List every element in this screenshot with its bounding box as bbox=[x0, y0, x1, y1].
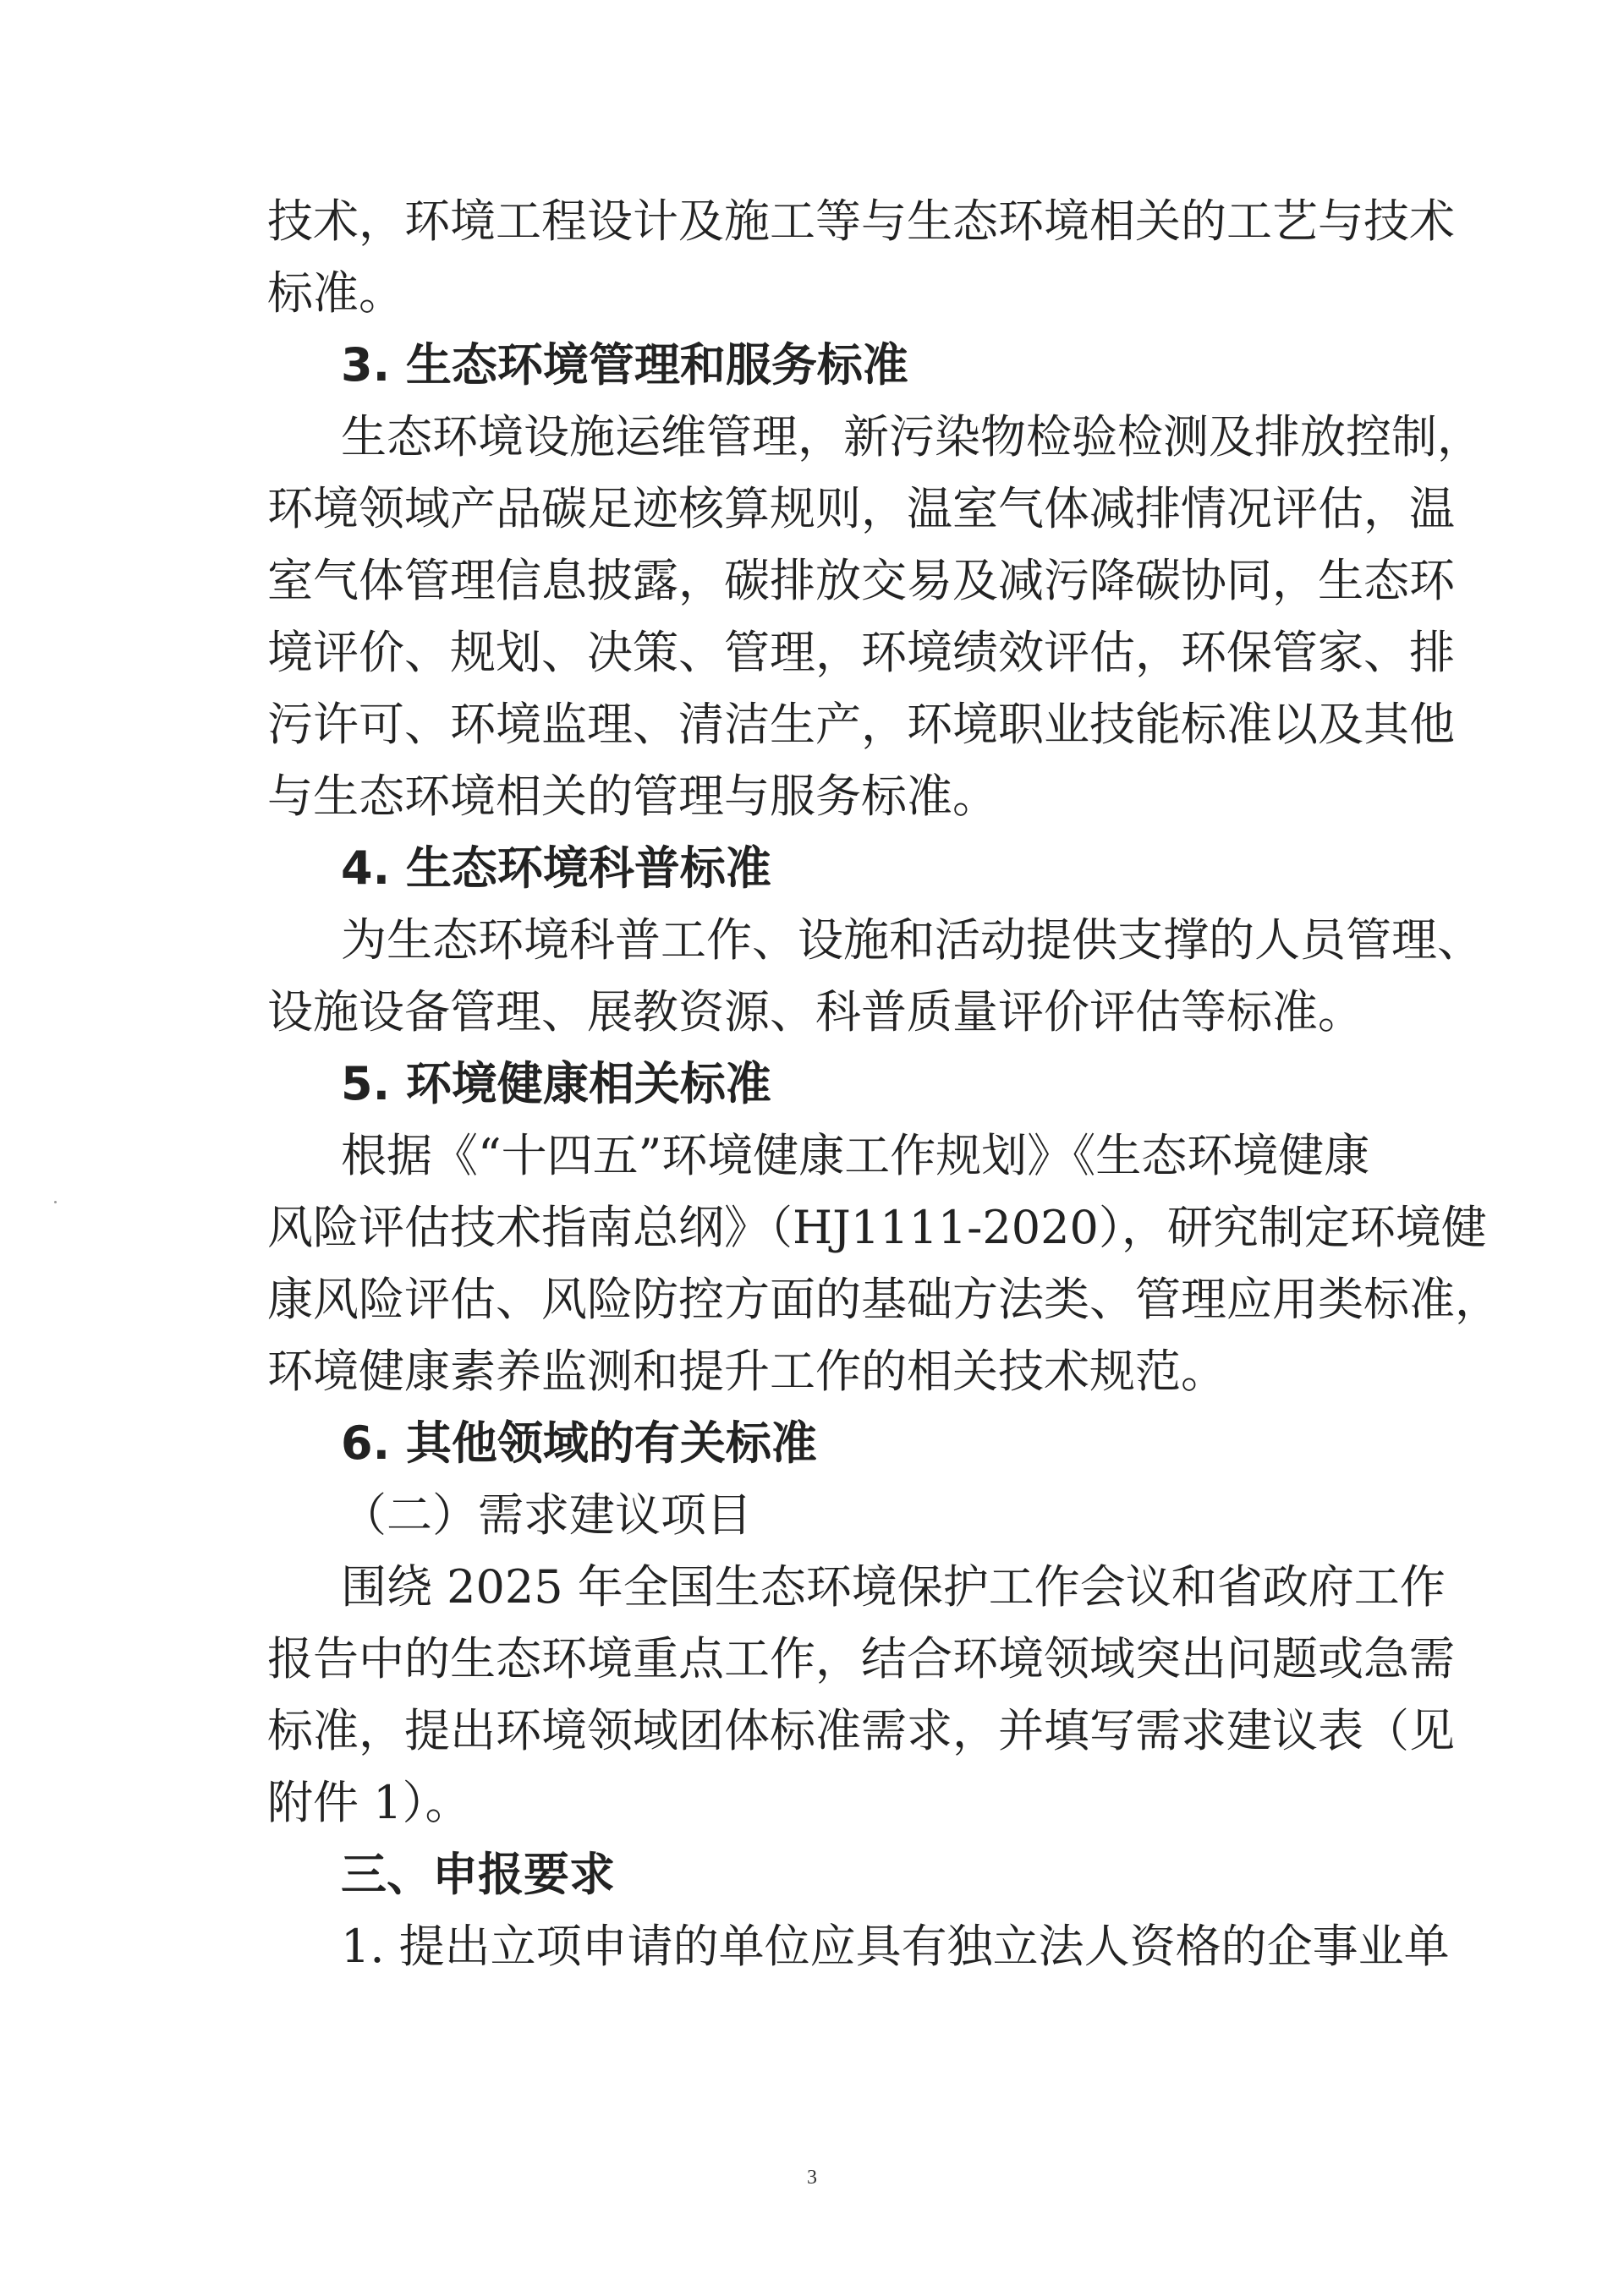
section-heading bbox=[0, 1406, 1624, 1482]
line-text: 环境领域产品碳足迹核算规则，温室气体减排情况评估，温 bbox=[267, 482, 1455, 535]
body-line bbox=[0, 255, 1624, 332]
line-text: 风险评估技术指南总纲》（HJ1111-2020），研究制定环境健 bbox=[267, 1201, 1487, 1254]
line-text: 报告中的生态环境重点工作，结合环境领域突出问题或急需 bbox=[267, 1632, 1455, 1685]
body-line bbox=[0, 1190, 1624, 1266]
body-line bbox=[0, 471, 1624, 547]
body-line bbox=[0, 974, 1624, 1050]
line-text: 1. 提出立项申请的单位应具有独立法人资格的企事业单 bbox=[341, 1920, 1450, 1973]
subsection-heading bbox=[0, 1477, 1624, 1553]
section-heading bbox=[0, 1837, 1624, 1913]
body-line bbox=[0, 1118, 1624, 1194]
line-text: 生态环境设施运维管理，新污染物检验检测及排放控制， bbox=[341, 410, 1483, 463]
line-text: 设施设备管理、展教资源、科普质量评价评估等标准。 bbox=[267, 985, 1363, 1038]
line-text: （二）需求建议项目 bbox=[341, 1488, 752, 1542]
section-heading bbox=[0, 1046, 1624, 1122]
body-line bbox=[0, 543, 1624, 619]
line-text: 为生态环境科普工作、设施和活动提供支撑的人员管理、 bbox=[341, 913, 1483, 967]
line-text: 康风险评估、风险防控方面的基础方法类、管理应用类标准， bbox=[267, 1273, 1501, 1326]
body-line bbox=[0, 902, 1624, 978]
body-line bbox=[0, 1549, 1624, 1625]
line-text: 污许可、环境监理、清洁生产，环境职业技能标准以及其他 bbox=[267, 698, 1455, 751]
line-text: 环境健康素养监测和提升工作的相关技术规范。 bbox=[267, 1345, 1226, 1398]
line-text: 技术，环境工程设计及施工等与生态环境相关的工艺与技术 bbox=[267, 195, 1455, 248]
body-line bbox=[0, 1262, 1624, 1338]
line-text: 围绕 2025 年全国生态环境保护工作会议和省政府工作 bbox=[341, 1560, 1446, 1614]
line-text: 根据《“十四五”环境健康工作规划》《生态环境健康 bbox=[341, 1129, 1370, 1182]
page-number: 3 bbox=[807, 2167, 817, 2189]
body-line bbox=[0, 687, 1624, 763]
body-line bbox=[0, 184, 1624, 260]
scan-speck bbox=[54, 1201, 57, 1203]
heading-text: 三、申报要求 bbox=[341, 1848, 615, 1901]
line-text: 标准。 bbox=[267, 266, 404, 320]
heading-text: 6. 其他领域的有关标准 bbox=[341, 1417, 817, 1470]
line-text: 与生态环境相关的管理与服务标准。 bbox=[267, 770, 998, 823]
line-text: 室气体管理信息披露，碳排放交易及减污降碳协同，生态环 bbox=[267, 554, 1455, 607]
line-text: 附件 1）。 bbox=[267, 1776, 471, 1829]
body-line bbox=[0, 1693, 1624, 1769]
body-line bbox=[0, 399, 1624, 475]
heading-text: 4. 生态环境科普标准 bbox=[341, 841, 771, 895]
line-text: 标准，提出环境领域团体标准需求，并填写需求建议表（见 bbox=[267, 1704, 1455, 1757]
body-line bbox=[0, 615, 1624, 691]
body-line bbox=[0, 1621, 1624, 1697]
line-text: 境评价、规划、决策、管理，环境绩效评估，环保管家、排 bbox=[267, 626, 1455, 679]
section-heading bbox=[0, 830, 1624, 907]
heading-text: 3. 生态环境管理和服务标准 bbox=[341, 338, 908, 392]
heading-text: 5. 环境健康相关标准 bbox=[341, 1057, 771, 1110]
body-line bbox=[0, 1909, 1624, 1985]
section-heading bbox=[0, 327, 1624, 403]
body-line bbox=[0, 759, 1624, 835]
body-line bbox=[0, 1765, 1624, 1841]
body-line bbox=[0, 1334, 1624, 1410]
